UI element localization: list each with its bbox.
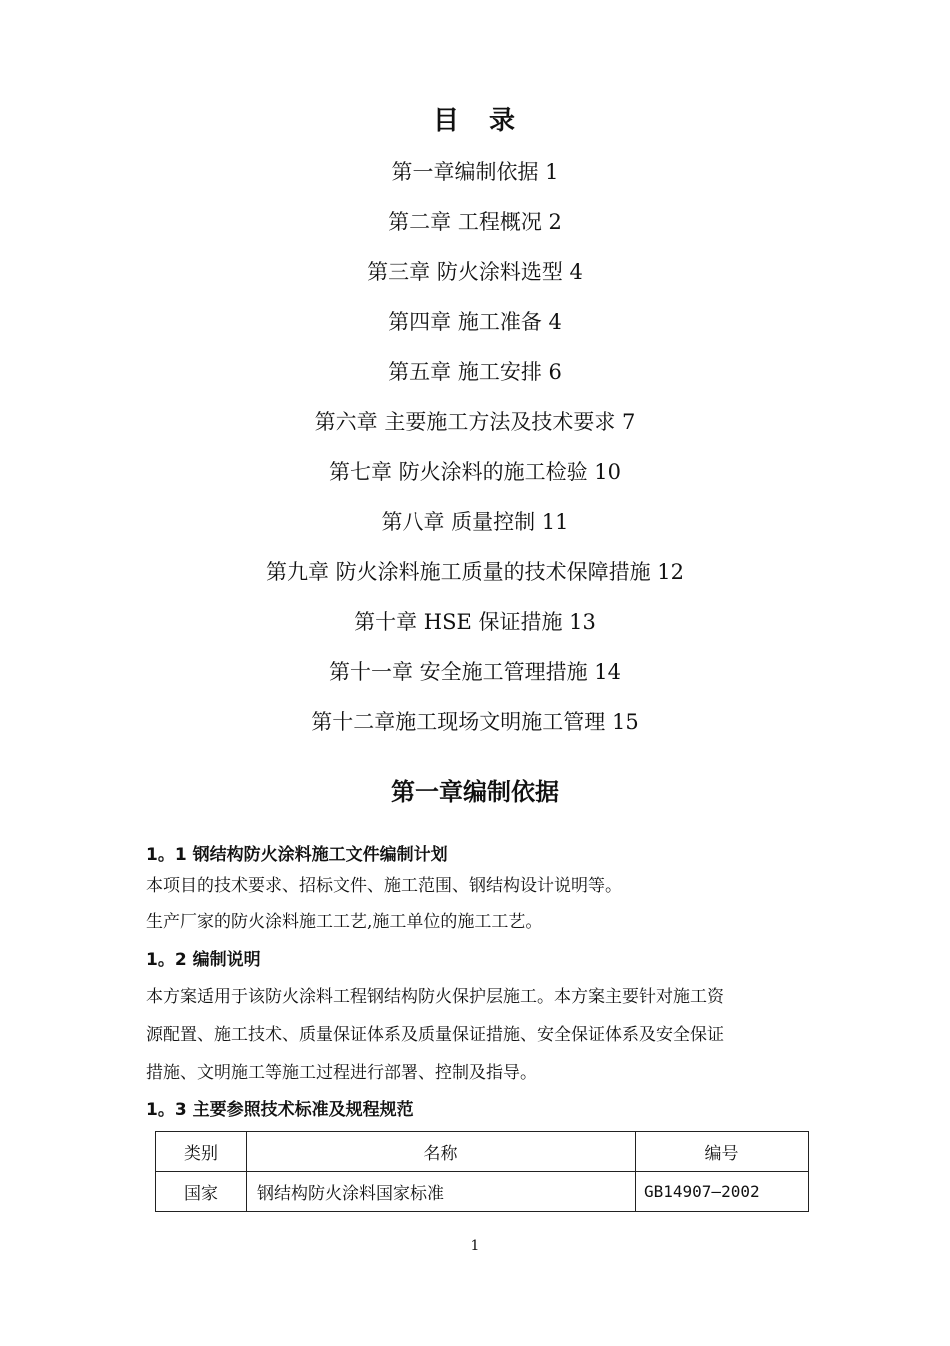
table-of-contents <box>0 150 950 750</box>
table-row <box>156 1172 809 1212</box>
cell-category: 国家 <box>156 1172 247 1212</box>
paragraph: 本项目的技术要求、招标文件、施工范围、钢结构设计说明等。 <box>146 876 622 896</box>
toc-item[interactable]: 第六章 主要施工方法及技术要求 7 <box>314 410 636 434</box>
table-header-row <box>156 1132 809 1172</box>
header-name: 名称 <box>247 1132 636 1172</box>
standards-table <box>155 1131 809 1212</box>
section-title-1-2: 1。2 编制说明 <box>146 950 261 970</box>
header-category: 类别 <box>156 1132 247 1172</box>
section-title-1-1: 1。1 钢结构防火涂料施工文件编制计划 <box>146 845 448 865</box>
paragraph-line: 源配置、施工技术、质量保证体系及质量保证措施、安全保证体系及安全保证 <box>146 1025 724 1045</box>
toc-item[interactable]: 第十一章 安全施工管理措施 14 <box>328 660 622 684</box>
header-code: 编号 <box>636 1132 809 1172</box>
cell-code: GB14907—2002 <box>636 1172 809 1212</box>
paragraph: 生产厂家的防火涂料施工工艺,施工单位的施工工艺。 <box>146 912 543 932</box>
toc-item[interactable]: 第二章 工程概况 2 <box>388 210 562 234</box>
toc-item[interactable]: 第八章 质量控制 11 <box>381 510 569 534</box>
toc-item[interactable]: 第七章 防火涂料的施工检验 10 <box>328 460 622 484</box>
toc-item[interactable]: 第三章 防火涂料选型 4 <box>367 260 583 284</box>
toc-item[interactable]: 第四章 施工准备 4 <box>388 310 562 334</box>
toc-title-text: 目 录 <box>432 106 517 136</box>
cell-name: 钢结构防火涂料国家标准 <box>247 1172 636 1212</box>
toc-item[interactable]: 第十章 HSE 保证措施 13 <box>354 610 596 634</box>
page-number: 1 <box>470 1238 480 1254</box>
section-title-1-3: 1。3 主要参照技术标准及规程规范 <box>146 1100 414 1120</box>
toc-item[interactable]: 第五章 施工安排 6 <box>388 360 562 384</box>
chapter-heading: 第一章编制依据 <box>391 778 559 806</box>
toc-item[interactable]: 第一章编制依据 1 <box>391 160 559 184</box>
toc-item[interactable]: 第十二章施工现场文明施工管理 15 <box>311 710 639 734</box>
paragraph-line: 措施、文明施工等施工过程进行部署、控制及指导。 <box>146 1063 537 1083</box>
toc-title <box>0 100 950 137</box>
toc-item[interactable]: 第九章 防火涂料施工质量的技术保障措施 12 <box>265 560 685 584</box>
paragraph-line: 本方案适用于该防火涂料工程钢结构防火保护层施工。本方案主要针对施工资 <box>146 987 724 1007</box>
